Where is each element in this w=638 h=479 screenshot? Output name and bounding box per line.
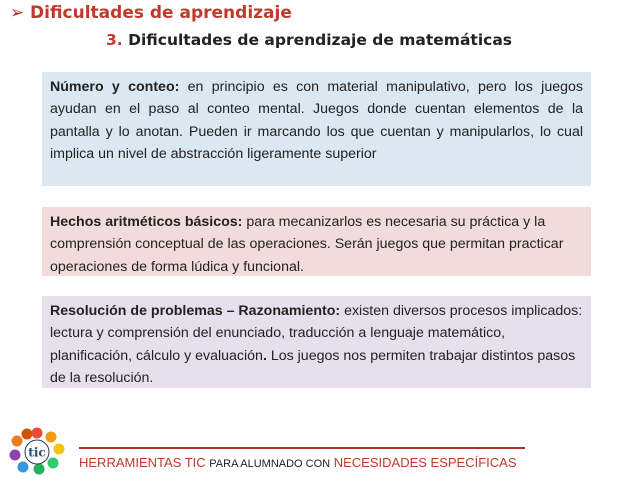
footer-part3: NECESIDADES ESPECÍFICAS — [333, 455, 517, 470]
info-box-counting — [42, 72, 591, 186]
info-box-problem-solving — [42, 296, 591, 388]
footer-part1: HERRAMIENTAS TIC — [79, 455, 206, 470]
logo-text: tic — [28, 445, 46, 460]
info-box-text-continued: Los juegos nos permiten trabajar distintos pasos de la resolución. — [50, 347, 576, 386]
info-box-title: Hechos aritméticos básicos: — [50, 214, 243, 230]
section-heading — [10, 3, 292, 23]
footer-divider — [79, 447, 525, 449]
info-box-title: Resolución de problemas – Razonamiento: — [50, 303, 341, 319]
subsection-heading — [106, 31, 512, 49]
footer-part2: PARA ALUMNADO CON — [209, 458, 331, 470]
info-box-text: en principio es con material manipulativo, pero los juegos ayudan en el paso al conteo mental. Juegos donde cuentan elementos de la pantalla y lo anotan. Pueden ir marcando los que cuentan y manipularlos, lo cual implica un nivel de abstracción ligeramente superior — [50, 79, 583, 162]
info-box-arithmetic — [42, 207, 591, 276]
subsection-number: 3. — [106, 31, 123, 49]
info-box-text: para mecanizarlos es necesaria su práctica y la comprensión conceptual de las operaciones. Serán juegos que permitan practicar operaciones de forma lúdica y funcional. — [50, 214, 564, 275]
footer — [79, 455, 517, 470]
info-box-text: existen diversos procesos implicados: lectura y comprensión del enunciado, traducción a lenguaje matemático, planificación, cálculo y evaluación — [50, 303, 583, 364]
subsection-title: Dificultades de aprendizaje de matemáticas — [128, 31, 512, 49]
arrow-bullet-icon: ➢ — [10, 3, 25, 23]
tic-logo-icon — [5, 427, 69, 475]
info-box-title: Número y conteo: — [50, 79, 180, 95]
section-heading-text: Dificultades de aprendizaje — [30, 3, 292, 23]
info-box-period: . — [262, 347, 267, 364]
